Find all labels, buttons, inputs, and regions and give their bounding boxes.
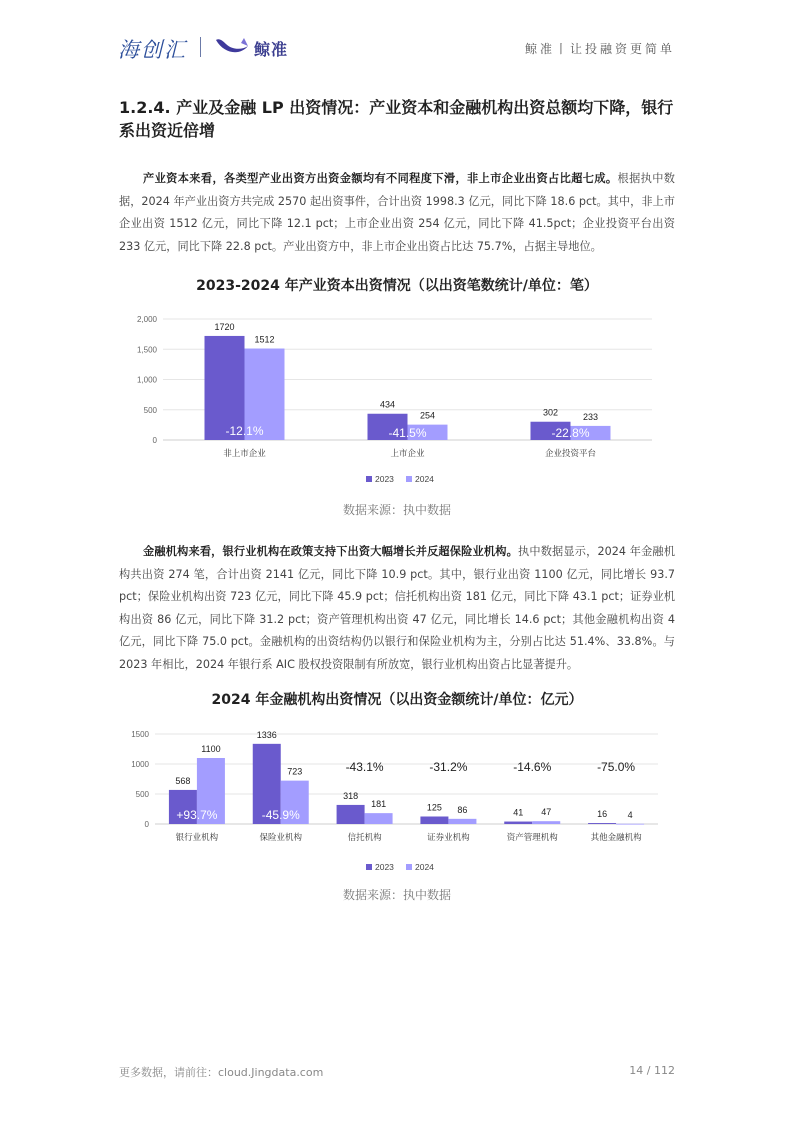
x-category-label: 非上市企业: [223, 449, 266, 459]
section-title: 1.2.4. 产业及金融 LP 出资情况：产业资本和金融机构出资总额均下降，银行系出资近倍增: [119, 98, 674, 140]
bar-value-label: 1100: [201, 744, 221, 754]
y-tick-label: 0: [144, 820, 149, 829]
chart-title: 2023-2024 年产业资本出资情况（以出资笔数统计/单位：笔）: [196, 278, 598, 294]
paragraph-industrial-capital: [119, 168, 675, 258]
bar-value-label: 723: [287, 766, 303, 777]
bar-value-label: 254: [419, 410, 436, 421]
change-annotation: -12.1%: [225, 424, 264, 438]
x-category-label: 资产管理机构: [506, 833, 558, 843]
bar-value-label: 181: [371, 799, 387, 810]
bar-value-label: 47: [541, 807, 552, 818]
bar-value-label: 41: [513, 807, 524, 818]
whale-icon: [214, 34, 250, 58]
y-tick-label: 500: [135, 790, 149, 799]
bar-value-label: 233: [582, 411, 599, 422]
y-tick-label: 500: [143, 405, 157, 415]
x-category-label: 保险业机构: [259, 833, 303, 843]
bar-2023: [504, 822, 532, 824]
bar-2024: [365, 813, 393, 824]
page-number: 14 / 112: [629, 1064, 675, 1077]
chart-source: 数据来源：执中数据: [342, 888, 451, 902]
paragraph-lead: 产业资本来看，各类型产业出资方出资金额均有不同程度下滑，非上市企业出资占比超七成。: [143, 172, 618, 185]
x-category-label: 银行业机构: [175, 833, 219, 843]
bar-2023: [337, 805, 365, 824]
legend-label: 2023: [375, 862, 394, 872]
jingzhun-logo-text: 鲸准: [254, 40, 289, 59]
bar-value-label: 16: [597, 809, 608, 820]
x-category-label: 信托机构: [347, 833, 382, 843]
chart-title: 2024 年金融机构出资情况（以出资金额统计/单位：亿元）: [211, 692, 583, 708]
change-annotation: -41.5%: [388, 426, 427, 440]
bar-2024: [532, 821, 560, 824]
x-category-label: 上市企业: [390, 449, 425, 459]
bar-value-label: 4: [627, 809, 633, 820]
change-annotation: -75.0%: [597, 760, 636, 774]
bar-2024: [616, 824, 644, 825]
y-tick-label: 1,000: [136, 375, 157, 385]
bar-value-label: 434: [379, 399, 396, 410]
legend-label: 2023: [375, 474, 394, 484]
y-tick-label: 1,500: [136, 345, 157, 355]
chart-source: 数据来源：执中数据: [342, 503, 451, 517]
paragraph-financial-institutions: [119, 541, 675, 676]
y-tick-label: 1000: [131, 760, 149, 769]
change-annotation: -22.8%: [551, 426, 590, 440]
bar-value-label: 318: [343, 790, 359, 801]
bar-value-label: 86: [457, 804, 468, 815]
change-annotation: +93.7%: [176, 808, 218, 822]
bar-value-label: 125: [426, 802, 442, 813]
page-header: [0, 0, 793, 80]
legend-swatch: [366, 476, 372, 482]
haichuanghui-logo: 海创汇: [118, 38, 187, 62]
change-annotation: -45.9%: [261, 808, 300, 822]
change-annotation: -43.1%: [345, 760, 384, 774]
x-category-label: 其他金融机构: [590, 833, 642, 843]
change-annotation: -31.2%: [429, 760, 468, 774]
legend-label: 2024: [415, 474, 434, 484]
financial-institution-bar-chart: [0, 717, 793, 887]
y-tick-label: 0: [152, 436, 157, 445]
legend-swatch: [406, 476, 412, 482]
paragraph-lead: 金融机构来看，银行业机构在政策支持下出资大幅增长并反超保险业机构。: [143, 545, 518, 558]
industrial-capital-bar-chart: [0, 305, 793, 505]
bar-2023: [588, 823, 616, 824]
legend-swatch: [366, 864, 372, 870]
paragraph-body: 执中数据显示，2024 年金融机构共出资 274 笔，合计出资 2141 亿元，同比下降 10.9 pct。其中，银行业出资 1100 亿元，同比增长 93.7 pct；保险业机构出资 723 亿元，同比下降 45.9 pct；信托机构出资 181 亿元，同比下降 43.1 pct；证券业机构出资 86 亿元，同比下降 31.2 pct；资产管理机构出资 47 亿元，同比增长 14.6 pct；其他金融机构出资 4 亿元，同比下降 75.0 pct。金融机构的出资结构仍以银行和保险业机构为主，分别占比达 51.4%、33.8%。与 2023 年相比，2024 年银行系 AIC 股权投资限制有所放宽，银行业机构出资占比显著提升。: [119, 545, 675, 671]
legend-label: 2024: [415, 862, 434, 872]
bar-value-label: 568: [175, 775, 191, 786]
change-annotation: -14.6%: [513, 760, 552, 774]
x-category-label: 企业投资平台: [544, 449, 597, 459]
bar-value-label: 1720: [214, 321, 235, 332]
y-tick-label: 2,000: [136, 315, 157, 324]
bar-value-label: 1336: [256, 729, 277, 740]
bar-2023: [420, 817, 448, 825]
logo-divider: [200, 37, 201, 57]
bar-2024: [448, 819, 476, 824]
footer-more-data: 更多数据，请前往：cloud.Jingdata.com: [119, 1066, 324, 1079]
legend-swatch: [406, 864, 412, 870]
x-category-label: 证券业机构: [427, 833, 470, 843]
y-tick-label: 1500: [131, 730, 149, 739]
header-slogan: 鲸准丨让投融资更简单: [524, 42, 675, 56]
bar-value-label: 302: [542, 407, 559, 418]
paragraph-body: 根据执中数据，2024 年产业出资方共完成 2570 起出资事件，合计出资 1998.3 亿元，同比下降 18.6 pct。其中，非上市企业出资 1512 亿元，同比下降 12.1 pct；上市企业出资 254 亿元，同比下降 41.5pct；企业投资平台出资 233 亿元，同比下降 22.8 pct。产业出资方中，非上市企业出资占比达 75.7%，占据主导地位。: [119, 172, 675, 253]
bar-value-label: 1512: [254, 334, 275, 345]
